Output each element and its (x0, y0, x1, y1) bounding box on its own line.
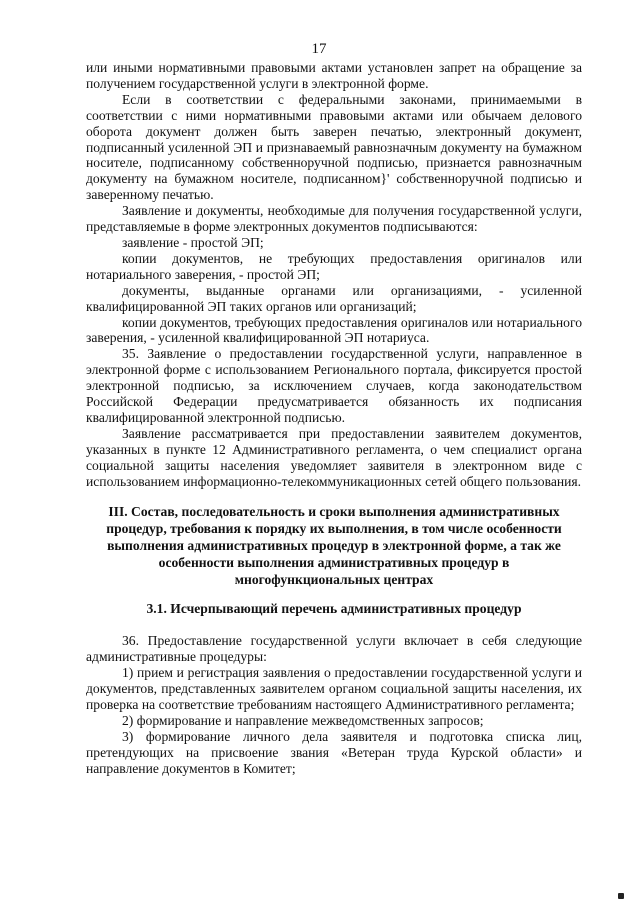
paragraph-electronic-document-equivalence: Если в соответствии с федеральными законами, принимаемыми в соответствии с ними нормативными правовыми актами или обычаем делового оборота документ должен быть заверен печатью, электронный документ, подписанный усиленной ЭП и признаваемый равнозначным документу на бумажном носителе, подписанному собственноручной подписью, признается равнозначным документу на бумажном носителе, подписанном}' собственноручной подписью и заверенному печатью. (86, 91, 582, 203)
paragraph-copies-notary-ep: копии документов, требующих предоставления оригиналов или нотариального заверения, - усиленной квалифицированной ЭП нотариуса. (86, 314, 582, 346)
body-text-top (86, 60, 582, 489)
section-title: III. Состав, последовательность и сроки выполнения административных процедур, требования к порядку их выполнения, в том числе особенности выполнения административных процедур в электронной форме, а так же особенности выполнения административных процедур в многофункциональных центрах (106, 504, 562, 588)
subsection-title: 3.1. Исчерпывающий перечень административных процедур (146, 601, 522, 617)
list-item-2: 2) формирование и направление межведомственных запросов; (122, 713, 484, 728)
list-item-1: 1) прием и регистрация заявления о предоставлении государственной услуги и документов, представленных заявителем органом социальной защиты населения, их проверка на соответствие требованиям настоящего Административного регламента; (86, 665, 582, 713)
scan-mark (618, 893, 624, 899)
paragraph-application-review: Заявление рассматривается при предоставлении заявителем документов, указанных в пункте 12 Административного регламента, о чем специалист органа социальной защиты населения уведомляет заявителя в электронном виде с использованием информационно-телекоммуникационных сетей общего пользования. (86, 425, 582, 489)
body-text-bottom (86, 633, 582, 776)
paragraph-copies-simple-ep: копии документов, не требующих предоставления оригиналов или нотариального заверения, - простой ЭП; (86, 250, 582, 282)
list-item-3: 3) формирование личного дела заявителя и подготовка списка лиц, претендующих на присвоение звания «Ветеран труда Курской области» и направление документов в Комитет; (86, 728, 582, 776)
paragraph-signature-requirements: Заявление и документы, необходимые для получения государственной услуги, представляемые в форме электронных документов подписываются: (86, 203, 582, 235)
page-number: 17 (311, 41, 327, 57)
paragraph-item-36: 36. Предоставление государственной услуги включает в себя следующие административные процедуры: (86, 633, 582, 665)
paragraph-application-simple-ep: заявление - простой ЭП; (122, 234, 264, 250)
paragraph-continuation: или иными нормативными правовыми актами установлен запрет на обращение за получением государственной услуги в электронной форме. (86, 60, 582, 91)
paragraph-issued-documents-qualified-ep: документы, выданные органами или организациями, - усиленной квалифицированной ЭП таких органов или организаций; (86, 282, 582, 314)
paragraph-item-35: 35. Заявление о предоставлении государственной услуги, направленное в электронной форме с использованием Регионального портала, фиксируется простой электронной подписью, за исключением случаев, когда законодательством Российской Федерации предусматривается обязанность их подписания квалифицированной электронной подписью. (86, 346, 582, 425)
